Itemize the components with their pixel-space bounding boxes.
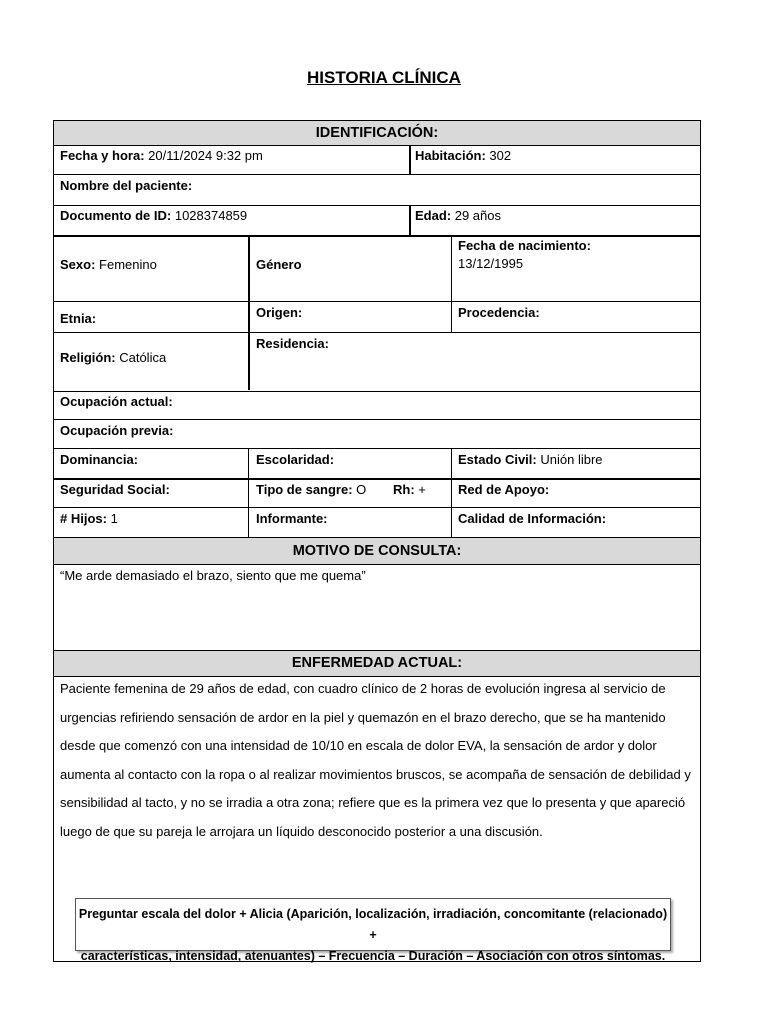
- field-red-apoyo: Red de Apoyo:: [458, 482, 550, 497]
- field-tipo-sangre: Tipo de sangre: O: [256, 482, 367, 497]
- field-sexo: Sexo: Femenino: [60, 257, 157, 272]
- clinical-history-form: [53, 120, 701, 962]
- field-fecha-hora: Fecha y hora: 20/11/2024 9:32 pm: [60, 148, 263, 163]
- field-edad: Edad: 29 años: [415, 208, 501, 223]
- field-nombre-paciente: Nombre del paciente:: [60, 178, 193, 193]
- field-seguridad-social: Seguridad Social:: [60, 482, 170, 497]
- note-line-1: Preguntar escala del dolor + Alicia (Aparición, localización, irradiación, concomitante (relacionado) +: [78, 907, 668, 942]
- field-dominancia: Dominancia:: [60, 452, 139, 467]
- field-calidad-informacion: Calidad de Información:: [458, 511, 607, 526]
- page-title: HISTORIA CLÍNICA: [307, 68, 461, 87]
- field-rh: Rh: +: [393, 482, 426, 497]
- field-hijos: # Hijos: 1: [60, 511, 118, 526]
- field-residencia: Residencia:: [256, 336, 329, 351]
- note-line-2: características, intensidad, atenuantes) – Frecuencia – Duración – Asociación con otros síntomas.: [80, 949, 666, 963]
- instructions-note: [75, 898, 671, 963]
- section-motivo-consulta: MOTIVO DE CONSULTA:: [54, 538, 700, 564]
- field-procedencia: Procedencia:: [458, 305, 540, 320]
- field-genero: Género: [256, 257, 302, 272]
- field-origen: Origen:: [256, 305, 303, 320]
- field-religion: Religión: Católica: [60, 350, 167, 365]
- field-ocupacion-actual: Ocupación actual:: [60, 394, 173, 409]
- section-identificacion: IDENTIFICACIÓN:: [54, 121, 700, 145]
- field-escolaridad: Escolaridad:: [256, 452, 335, 467]
- field-documento: Documento de ID: 1028374859: [60, 208, 248, 223]
- field-habitacion: Habitación: 302: [415, 148, 512, 163]
- field-informante: Informante:: [256, 511, 328, 526]
- field-ocupacion-previa: Ocupación previa:: [60, 423, 174, 438]
- enfermedad-actual-text: Paciente femenina de 29 años de edad, con cuadro clínico de 2 horas de evolución ingresa al servicio de urgencias refiriendo sensación de ardor en la piel y quemazón en el brazo derecho, que se ha mantenido desde que comenzó con una intensidad de 10/10 en escala de dolor EVA, la sensación de ardor y dolor aumenta al contacto con la ropa o al realizar movimientos bruscos, se acompaña de sensación de debilidad y sensibilidad al tacto, y no se irradia a otra zona; refiere que es la primera vez que lo presenta y que apareció luego de que su pareja le arrojara un líquido desconocido posterior a una discusión.: [60, 681, 691, 839]
- field-etnia: Etnia:: [60, 311, 97, 326]
- motivo-consulta-text: “Me arde demasiado el brazo, siento que me quema”: [60, 568, 366, 583]
- field-fecha-nacimiento: Fecha de nacimiento: 13/12/1995: [458, 238, 591, 271]
- field-estado-civil: Estado Civil: Unión libre: [458, 452, 603, 467]
- section-enfermedad-actual: ENFERMEDAD ACTUAL:: [54, 651, 700, 676]
